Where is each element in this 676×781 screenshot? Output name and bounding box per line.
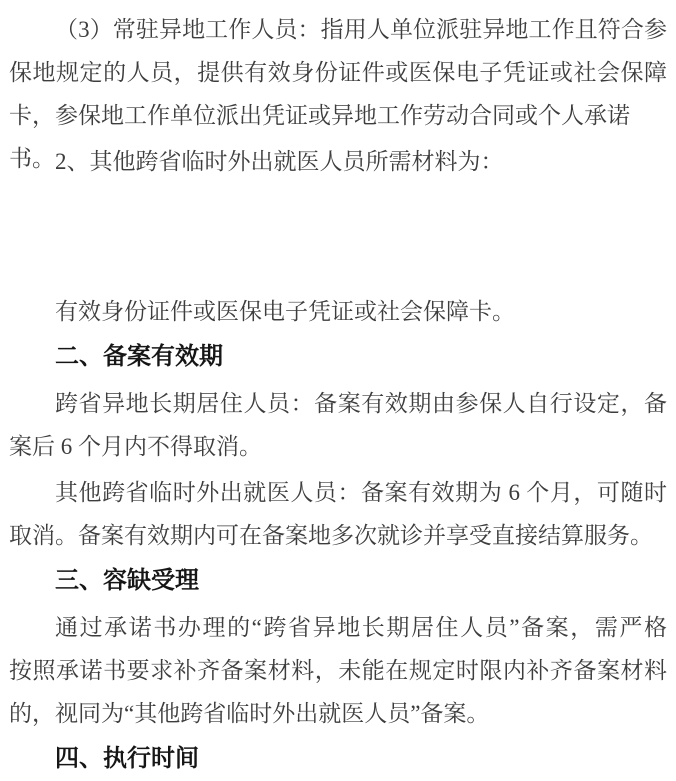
text-line: 的，视同为“其他跨省临时外出就医人员”备案。	[9, 701, 490, 726]
missing-image-space	[9, 186, 667, 287]
paragraph	[9, 382, 667, 468]
text-line: 跨省异地长期居住人员：备案有效期由参保人自行设定，备	[55, 391, 667, 416]
section-heading	[9, 336, 667, 379]
text-line: 三、容缺受理	[55, 568, 199, 594]
document-body	[9, 8, 667, 781]
paragraph	[9, 290, 667, 333]
text-line: 通过承诺书办理的“跨省异地长期居住人员”备案，需严格	[55, 615, 667, 640]
paragraph	[9, 140, 667, 183]
section-heading	[9, 738, 667, 781]
paragraph	[9, 471, 667, 557]
section-heading	[9, 560, 667, 603]
text-line: 按照承诺书要求补齐备案材料，未能在规定时限内补齐备案材料	[9, 658, 667, 683]
text-line: 其他跨省临时外出就医人员：备案有效期为 6 个月，可随时	[55, 480, 667, 505]
text-line: 有效身份证件或医保电子凭证或社会保障卡。	[55, 299, 515, 324]
paragraph	[9, 606, 667, 735]
text-line: 二、备案有效期	[55, 344, 223, 370]
text-line: 取消。备案有效期内可在备案地多次就诊并享受直接结算服务。	[9, 523, 653, 548]
text-line: 案后 6 个月内不得取消。	[9, 434, 262, 459]
text-line: （3）常驻异地工作人员：指用人单位派驻异地工作且符合参	[55, 17, 667, 42]
text-line: 保地规定的人员，提供有效身份证件或医保电子凭证或社会保障	[9, 60, 667, 85]
text-line: 2、其他跨省临时外出就医人员所需材料为：	[55, 149, 504, 174]
text-line: 四、执行时间	[55, 746, 199, 772]
text-line: 卡，参保地工作单位派出凭证或异地工作劳动合同或个人承诺书。	[9, 103, 630, 171]
